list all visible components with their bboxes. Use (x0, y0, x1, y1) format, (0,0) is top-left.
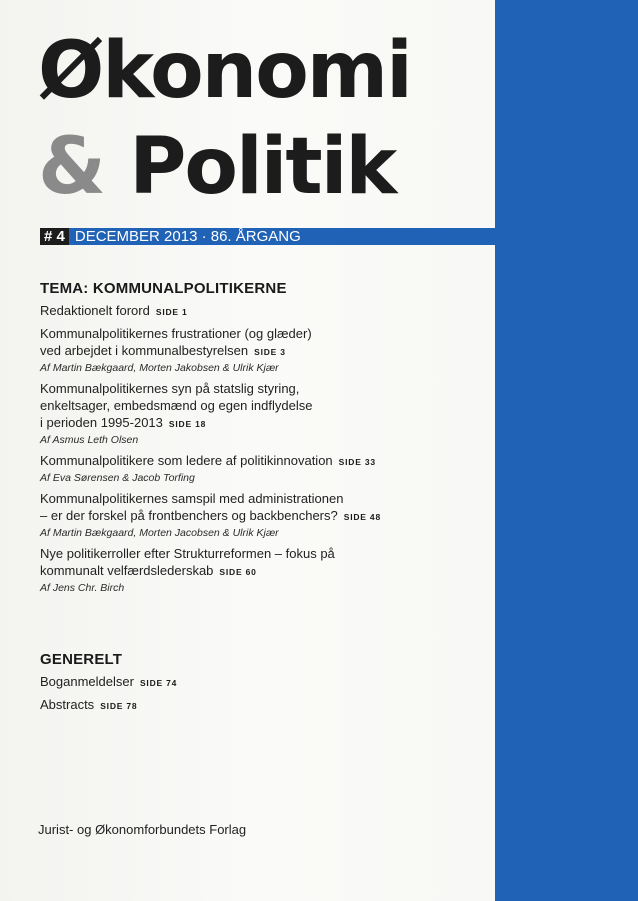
toc-entry (40, 673, 490, 692)
toc-entry-title: Boganmeldelser SIDE 74 (40, 674, 178, 689)
toc-entry (40, 696, 490, 715)
masthead-ampersand: & (38, 122, 105, 212)
page-reference: SIDE 18 (168, 419, 207, 429)
page-reference: SIDE 78 (100, 701, 138, 711)
issue-details: DECEMBER 2013 · 86. ÅRGANG (74, 228, 301, 245)
toc-entry (40, 302, 490, 321)
toc-entry-title: Kommunalpolitikere som ledere af politikinnovation SIDE 33 (40, 453, 376, 468)
toc-entry-title: Kommunalpolitikernes samspil med administrationen – er der forskel på frontbenchers og backbenchers? SIDE 48 (40, 491, 381, 523)
toc-entry-title: Kommunalpolitikernes syn på statslig styring, enkeltsager, embedsmænd og egen indflydelse i perioden 1995-2013 SIDE 18 (40, 381, 313, 430)
toc-entry (40, 325, 490, 376)
blue-side-strip (495, 0, 638, 901)
toc-entry (40, 545, 490, 596)
general-heading: GENERELT (40, 651, 123, 668)
page-reference: SIDE 3 (254, 347, 286, 357)
toc-entry-title: Nye politikerroller efter Strukturreformen – fokus på kommunalt velfærdslederskab SIDE 60 (40, 546, 335, 578)
theme-contents (40, 280, 490, 600)
page-reference: SIDE 48 (343, 512, 381, 522)
page-reference: SIDE 74 (139, 678, 178, 688)
theme-heading: TEMA: KOMMUNALPOLITIKERNE (40, 280, 287, 297)
toc-entry (40, 490, 490, 541)
toc-entry (40, 380, 490, 448)
masthead-word-okonomi: Økonomi (38, 26, 411, 116)
toc-entry-authors: Af Martin Bækgaard, Morten Jakobsen & Ulrik Kjær (40, 362, 279, 374)
general-contents (40, 651, 490, 719)
toc-entry-authors: Af Martin Bækgaard, Morten Jacobsen & Ulrik Kjær (40, 527, 279, 539)
toc-entry-authors: Af Jens Chr. Birch (40, 582, 125, 594)
publisher-name: Jurist- og Økonomforbundets Forlag (38, 822, 247, 837)
toc-entry-authors: Af Asmus Leth Olsen (40, 434, 139, 446)
toc-entry (40, 452, 490, 486)
issue-bar (40, 228, 638, 245)
page-reference: SIDE 60 (219, 567, 257, 577)
masthead-title-line2 (38, 122, 396, 212)
page-reference: SIDE 33 (338, 457, 376, 467)
masthead-word-politik: Politik (129, 122, 396, 212)
page-reference: SIDE 1 (155, 307, 188, 317)
masthead-title-line1 (38, 26, 411, 116)
toc-entry-authors: Af Eva Sørensen & Jacob Torfing (40, 472, 195, 484)
toc-entry-title: Abstracts SIDE 78 (40, 697, 138, 712)
issue-number: # 4 (40, 228, 69, 245)
toc-entry-title: Kommunalpolitikernes frustrationer (og glæder) ved arbejdet i kommunalbestyrelsen SIDE 3 (40, 326, 312, 358)
toc-entry-title: Redaktionelt forord SIDE 1 (40, 303, 188, 318)
